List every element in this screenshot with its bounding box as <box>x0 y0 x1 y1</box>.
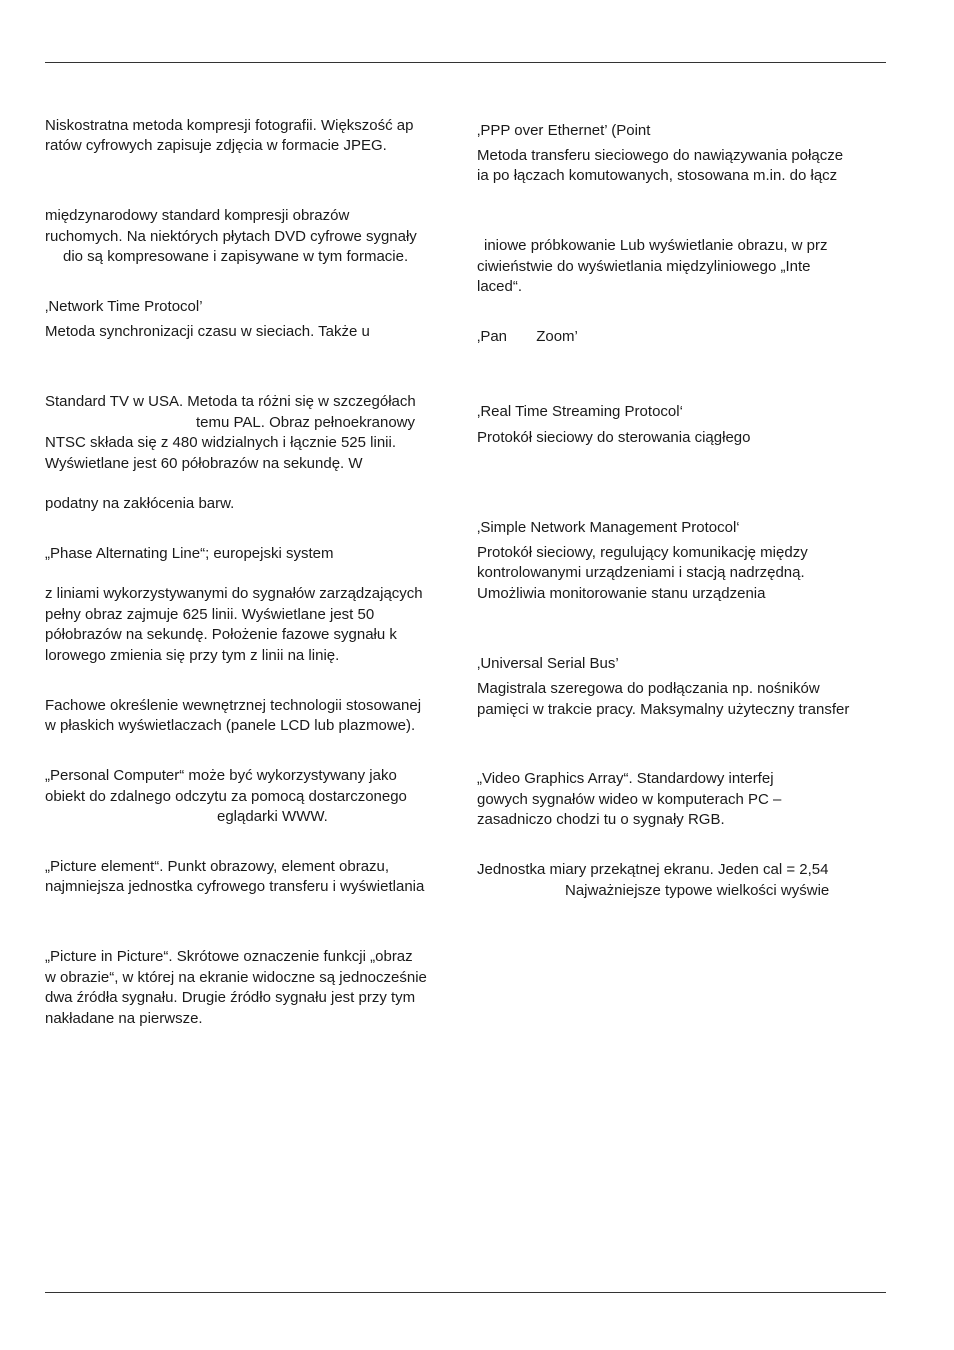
text-line: eglądarki WWW. <box>217 808 328 825</box>
text-line: Wyświetlane jest 60 półobrazów na sekundę. W <box>45 455 363 472</box>
text-line: ‚Pan Zoom’ <box>477 328 578 345</box>
text-line: obiekt do zdalnego odczytu za pomocą dostarczonego <box>45 788 407 805</box>
text-line: iniowe próbkowanie Lub wyświetlanie obrazu, w prz <box>484 237 828 254</box>
text-line: Jednostka miary przekątnej ekranu. Jeden cal = 2,54 <box>477 861 829 878</box>
text-line: ciwieństwie do wyświetlania międzyliniowego „Inte <box>477 258 811 275</box>
text-line: międzynarodowy standard kompresji obrazów <box>45 207 350 224</box>
text-line: ‚Real Time Streaming Protocol‘ <box>477 403 683 420</box>
text-line: dwa źródła sygnału. Drugie źródło sygnału jest przy tym <box>45 989 416 1006</box>
text-line: Najważniejsze typowe wielkości wyświe <box>565 882 830 899</box>
text-line: Metoda synchronizacji czasu w sieciach. Także u <box>45 323 370 340</box>
text-line: ‚PPP over Ethernet’ (Point <box>477 122 651 139</box>
text-line: z liniami wykorzystywanymi do sygnałów zarządzających <box>45 585 423 602</box>
text-line: laced“. <box>477 278 523 295</box>
text-line: ruchomych. Na niektórych płytach DVD cyfrowe sygnały <box>45 228 417 245</box>
text-line: gowych sygnałów wideo w komputerach PC – <box>477 791 782 808</box>
text-line: „Personal Computer“ może być wykorzystywany jako <box>45 767 397 784</box>
text-line: kontrolowanymi urządzeniami i stacją nadrzędną. <box>477 564 805 581</box>
text-line: pamięci w trakcie pracy. Maksymalny użyteczny transfer <box>477 701 850 718</box>
text-line: NTSC składa się z 480 widzialnych i łącznie 525 linii. <box>45 434 396 451</box>
text-line: Protokół sieciowy do sterowania ciągłego <box>477 429 751 446</box>
text-line: ia po łączach komutowanych, stosowana m.in. do łącz <box>477 167 838 184</box>
text-line: w obrazie“, w której na ekranie widoczne są jednocześnie <box>45 969 427 986</box>
text-line: Standard TV w USA. Metoda ta różni się w szczegółach <box>45 393 416 410</box>
text-line: dio są kompresowane i zapisywane w tym formacie. <box>63 248 409 265</box>
text-line: ratów cyfrowych zapisuje zdjęcia w formacie JPEG. <box>45 137 387 154</box>
footer-rule <box>45 1292 886 1293</box>
text-line: „Picture element“. Punkt obrazowy, element obrazu, <box>45 858 390 875</box>
text-line: ‚Simple Network Management Protocol‘ <box>477 519 740 536</box>
text-line: zasadniczo chodzi tu o sygnały RGB. <box>477 811 725 828</box>
text-line: Protokół sieciowy, regulujący komunikację między <box>477 544 808 561</box>
text-line: ‚Universal Serial Bus’ <box>477 655 619 672</box>
text-line: nakładane na pierwsze. <box>45 1010 203 1027</box>
text-line: w płaskich wyświetlaczach (panele LCD lub plazmowe). <box>45 717 416 734</box>
text-line: „Video Graphics Array“. Standardowy interfej <box>477 770 774 787</box>
text-line: pełny obraz zajmuje 625 linii. Wyświetlane jest 50 <box>45 606 375 623</box>
text-line: Niskostratna metoda kompresji fotografii. Większość ap <box>45 117 414 134</box>
text-line: Fachowe określenie wewnętrznej technologii stosowanej <box>45 697 422 714</box>
text-line: półobrazów na sekundę. Położenie fazowe sygnału k <box>45 626 397 643</box>
header-rule <box>45 62 886 63</box>
text-line: ‚Network Time Protocol’ <box>45 298 203 315</box>
text-line: Magistrala szeregowa do podłączania np. nośników <box>477 680 820 697</box>
text-line: podatny na zakłócenia barw. <box>45 495 235 512</box>
text-line: Metoda transferu sieciowego do nawiązywania połącze <box>477 147 844 164</box>
text-line: lorowego zmienia się przy tym z linii na linię. <box>45 647 340 664</box>
text-line: „Picture in Picture“. Skrótowe oznaczenie funkcji „obraz <box>45 948 413 965</box>
text-line: temu PAL. Obraz pełnoekranowy <box>196 414 416 431</box>
text-line: „Phase Alternating Line“; europejski system <box>45 545 334 562</box>
text-line: najmniejsza jednostka cyfrowego transferu i wyświetlania <box>45 878 425 895</box>
text-line: Umożliwia monitorowanie stanu urządzenia <box>477 585 766 602</box>
